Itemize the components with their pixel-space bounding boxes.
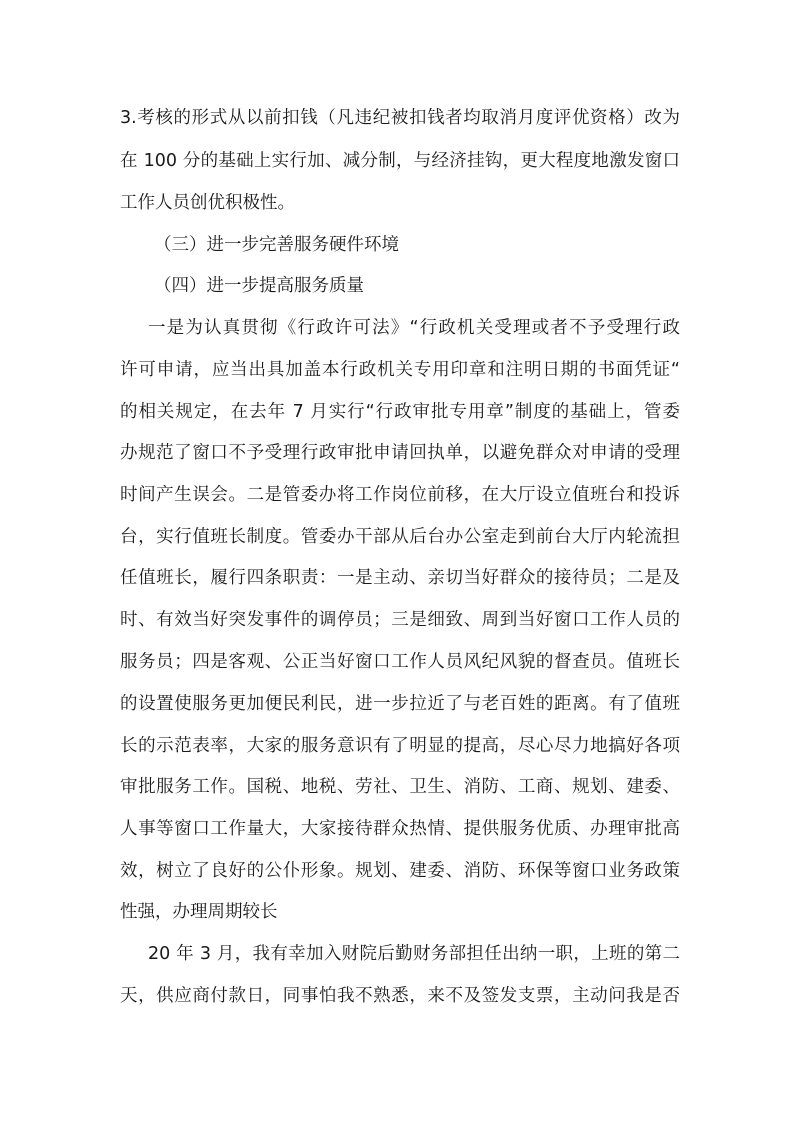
text-line: 办规范了窗口不予受理行政审批申请回执单，以避免群众对申请的受理	[120, 443, 680, 463]
text-line: 任值班长，履行四条职责：一是主动、亲切当好群众的接待员；二是及	[120, 568, 680, 588]
text-line: 3.考核的形式从以前扣钱（凡违纪被扣钱者均取消月度评优资格）改为	[120, 108, 680, 128]
section-heading: （三）进一步完善服务硬件环境	[154, 235, 399, 255]
text-line: 性强，办理周期较长	[120, 902, 278, 922]
text-line: 人事等窗口工作量大，大家接待群众热情、提供服务优质、办理审批高	[120, 819, 680, 839]
text-line: 一是为认真贯彻《行政许可法》“行政机关受理或者不予受理行政	[148, 318, 680, 338]
section-heading: （四）进一步提高服务质量	[154, 276, 364, 296]
text-line: 工作人员创优积极性。	[120, 193, 295, 213]
text-line: 的相关规定，在去年 7 月实行“行政审批专用章”制度的基础上，管委	[120, 402, 680, 422]
text-line: 效，树立了良好的公仆形象。规划、建委、消防、环保等窗口业务政策	[120, 861, 680, 881]
text-line: 长的示范表率，大家的服务意识有了明显的提高，尽心尽力地搞好各项	[120, 736, 680, 756]
text-line: 服务员；四是客观、公正当好窗口工作人员风纪风貌的督查员。值班长	[120, 652, 680, 672]
text-line: 审批服务工作。国税、地税、劳社、卫生、消防、工商、规划、建委、	[120, 777, 680, 797]
text-line: 20 年 3 月，我有幸加入财院后勤财务部担任出纳一职，上班的第二	[148, 944, 680, 964]
text-line: 台，实行值班长制度。管委办干部从后台办公室走到前台大厅内轮流担	[120, 527, 680, 547]
text-line: 天，供应商付款日，同事怕我不熟悉，来不及签发支票，主动问我是否	[120, 986, 680, 1006]
text-line: 在 100 分的基础上实行加、减分制，与经济挂钩，更大程度地激发窗口	[120, 151, 680, 171]
text-line: 时间产生误会。二是管委办将工作岗位前移，在大厅设立值班台和投诉	[120, 485, 680, 505]
text-line: 的设置使服务更加便民利民，进一步拉近了与老百姓的距离。有了值班	[120, 694, 680, 714]
text-line: 许可申请，应当出具加盖本行政机关专用印章和注明日期的书面凭证“	[120, 360, 680, 380]
text-line: 时、有效当好突发事件的调停员；三是细致、周到当好窗口工作人员的	[120, 610, 680, 630]
